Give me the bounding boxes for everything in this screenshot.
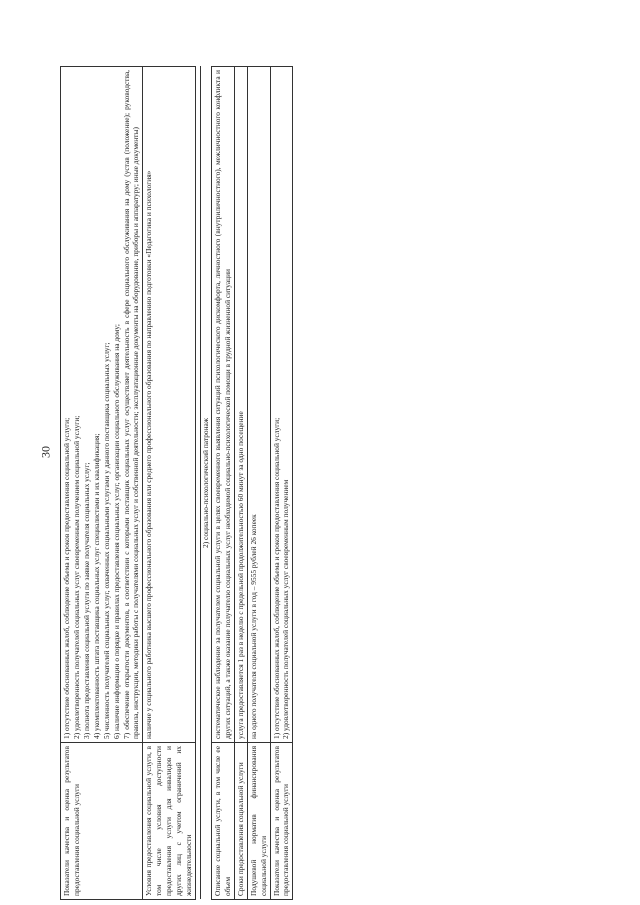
table-row [143, 67, 196, 900]
row-label: Описание социальной услуги, в том числе ее объем [211, 743, 234, 900]
list-item: 3) полнота предоставления социальной услуги по заявке получателя социальных услуг; [81, 462, 91, 739]
row-content [61, 67, 143, 743]
row-label: Подушевой норматив финансирования социальной услуги [247, 743, 270, 900]
row-content [211, 67, 234, 743]
row-content [247, 67, 270, 743]
list-item: 1) отсутствие обоснованных жалоб, соблюдение объема и сроков предоставления социальной услуги; [62, 417, 71, 739]
table-row [270, 67, 293, 900]
row-label: Показатели качества и оценка результатов предоставления социальной услуги [61, 743, 143, 900]
list-item: 7) обеспечение открытости документов, в соответствии с которыми поставщик социальных услуг осуществляет деятельность в сфере социального обслуживания на дому (устав (положение); руководства, правила, инструкции, методики работы с получателями социальных услуг и собственной деятельности; эксплуатационные документы на оборудование, приборы и аппаратуру; иные документы) [121, 70, 141, 739]
row-content [270, 67, 293, 743]
list-item: систематическое наблюдение за получателем социальной услуги в целях своевременного выявления ситуаций психологического дискомфорта, личностного (внутриличностного), межличностного конфликта и других ситуаций, а также оказание получателю социальных услуг необходимой социально-психологической помощи в трудной жизненной ситуации [212, 70, 232, 739]
table-row [211, 67, 234, 900]
list-item: 2) удовлетворенность получателей социальных услуг своевременным получением [281, 479, 291, 739]
row-content [234, 67, 247, 743]
list-item: 1) отсутствие обоснованных жалоб, соблюдение объема и сроков предоставления социальной услуги; [271, 417, 281, 739]
list-item: услуга предоставляется 1 раз в неделю с предельной продолжительностью 60 минут за одно посещение [235, 411, 245, 739]
social-service-table [60, 66, 293, 900]
list-item: на одного получателя социальной услуги в год – 9555 рублей 26 копеек [248, 514, 258, 739]
page-number: 30 [38, 446, 53, 458]
list-item: 4) укомплектованность штата поставщика социальных услуг специалистами и их квалификация; [91, 433, 101, 739]
rotated-table-page [60, 66, 575, 900]
section-row [200, 67, 211, 900]
row-label: Сроки предоставления социальной услуги [234, 743, 247, 900]
row-label: Показатели качества и оценка результатов предоставления социальной услуги [270, 743, 293, 900]
list-item: 5) численность получателей социальных услуг, охваченных социальными услугами у данного поставщика социальных услуг; [101, 342, 111, 739]
list-item: 2) удовлетворенность получателей социальных услуг своевременным получением социальной услуги; [71, 415, 81, 739]
row-content [143, 67, 196, 743]
section-title: 2) социально-психологический патронаж [200, 418, 210, 548]
table-row [61, 67, 143, 900]
list-item: наличие у социального работника высшего профессионального образования или среднего профессионального образования по направлению подготовки «Педагогика и психология» [144, 170, 154, 739]
row-label: Условия предоставления социальной услуги, в том числе условия доступности предоставления услуги для инвалидов и других лиц с учетом ограничений их жизнедеятельности [143, 743, 196, 900]
table-row [247, 67, 270, 900]
list-item: 6) наличие информации о порядке и правилах предоставления социальных услуг, организации социального обслуживания на дому; [111, 324, 121, 739]
table-row [234, 67, 247, 900]
